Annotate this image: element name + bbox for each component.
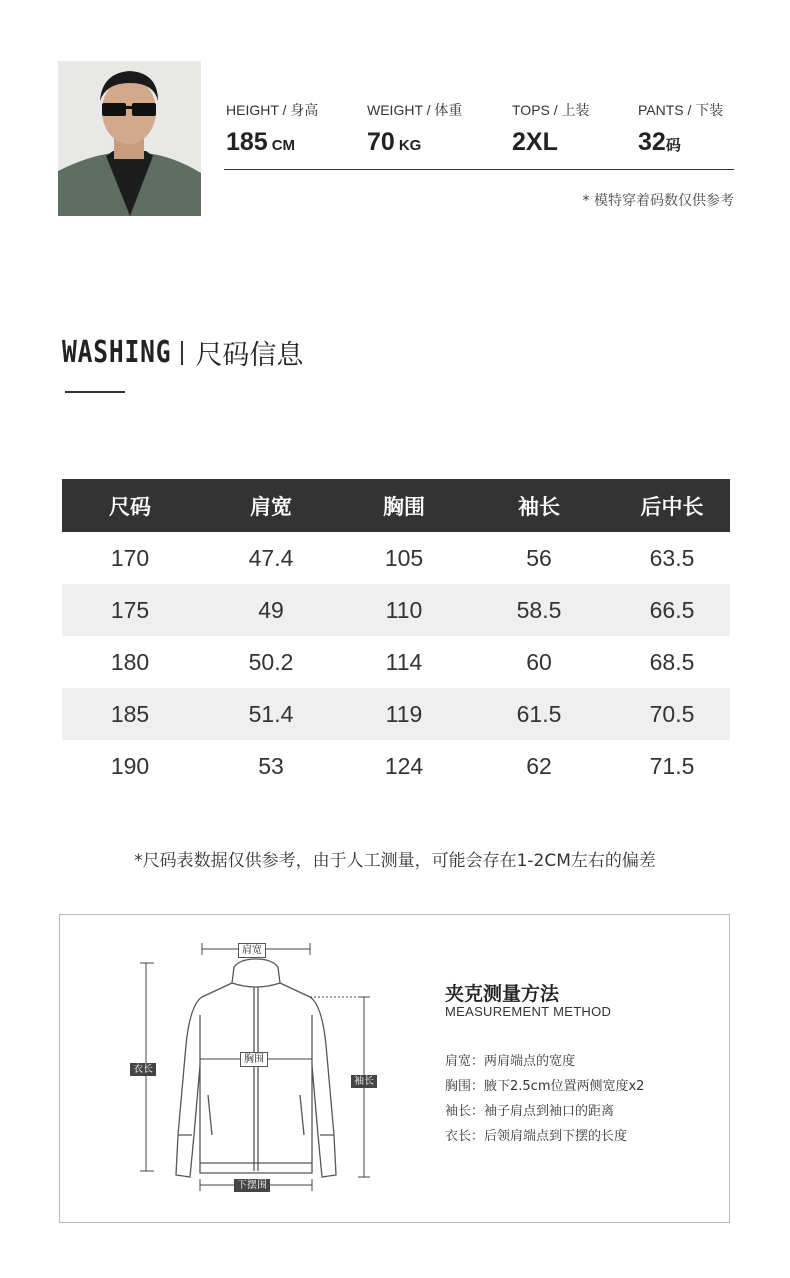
table-cell: 175 xyxy=(110,596,150,623)
table-body xyxy=(62,532,730,792)
table-cell: 60 xyxy=(526,648,552,675)
stat-weight xyxy=(367,100,462,157)
header-cell: 袖长 xyxy=(518,495,560,519)
section-title-cn: 尺码信息 xyxy=(195,340,304,371)
model-portrait-image xyxy=(58,61,201,216)
stat-value: 32 xyxy=(638,128,666,156)
diagram-label-hem: 下摆围 xyxy=(234,1179,270,1192)
table-cell: 61.5 xyxy=(516,700,562,727)
measurement-guide xyxy=(59,914,730,1223)
jacket-diagram xyxy=(130,935,380,1205)
diagram-label-length: 衣长 xyxy=(130,1063,156,1076)
table-row xyxy=(62,532,730,584)
table-header xyxy=(62,479,730,532)
table-cell: 124 xyxy=(384,752,424,779)
table-cell: 190 xyxy=(110,752,150,779)
model-photo xyxy=(58,61,201,216)
measurement-list xyxy=(445,1049,644,1149)
stat-height xyxy=(226,100,318,157)
table-cell: 114 xyxy=(385,648,423,675)
list-item: 胸围：腋下2.5cm位置两侧宽度x2 xyxy=(445,1079,645,1094)
table-cell: 47.4 xyxy=(248,544,294,571)
table-note: *尺码表数据仅供参考，由于人工测量，可能会存在1-2CM左右的偏差 xyxy=(134,851,656,871)
diagram-label-chest: 胸围 xyxy=(240,1052,268,1067)
stat-value: 70 xyxy=(367,128,395,156)
stat-tops xyxy=(512,100,590,157)
list-item: 肩宽：两肩端点的宽度 xyxy=(445,1054,576,1069)
header-cell: 后中长 xyxy=(640,495,704,519)
stat-pants xyxy=(638,100,723,157)
title-underline xyxy=(65,391,125,393)
table-row xyxy=(62,740,730,792)
stat-label: WEIGHT / 体重 xyxy=(367,102,463,118)
stat-label: HEIGHT / 身高 xyxy=(226,102,319,118)
model-note: * 模特穿着码数仅供参考 xyxy=(582,193,734,209)
stat-unit: KG xyxy=(398,137,422,154)
table-cell: 68.5 xyxy=(649,648,695,675)
header-cell: 胸围 xyxy=(383,495,425,519)
table-cell: 58.5 xyxy=(516,596,562,623)
stat-label: PANTS / 下装 xyxy=(638,102,724,118)
stat-unit: CM xyxy=(271,137,296,154)
measurement-title: 夹克测量方法 xyxy=(445,983,560,1005)
diagram-label-sleeve: 袖长 xyxy=(351,1075,377,1088)
table-cell: 50.2 xyxy=(248,648,294,675)
table-cell: 56 xyxy=(526,544,552,571)
table-cell: 110 xyxy=(385,596,423,623)
stat-unit: 码 xyxy=(665,137,681,154)
table-cell: 119 xyxy=(385,700,423,727)
stat-value: 2XL xyxy=(512,128,558,156)
section-title xyxy=(62,333,303,372)
size-table xyxy=(62,479,730,792)
table-cell: 70.5 xyxy=(649,700,695,727)
table-cell: 53 xyxy=(258,752,284,779)
list-item: 衣长：后领肩端点到下摆的长度 xyxy=(445,1129,628,1144)
table-cell: 51.4 xyxy=(248,700,294,727)
stat-label: TOPS / 上装 xyxy=(512,102,590,118)
table-cell: 49 xyxy=(258,596,284,623)
table-row xyxy=(62,688,730,740)
header-cell: 尺码 xyxy=(109,495,151,519)
table-cell: 63.5 xyxy=(649,544,695,571)
table-row xyxy=(62,636,730,688)
table-cell: 71.5 xyxy=(649,752,695,779)
stat-value: 185 xyxy=(226,128,268,156)
section-title-en: WASHING xyxy=(62,335,172,370)
table-cell: 180 xyxy=(110,648,150,675)
table-cell: 105 xyxy=(384,544,424,571)
measurement-subtitle: MEASUREMENT METHOD xyxy=(445,1004,612,1019)
header-cell: 肩宽 xyxy=(250,495,292,519)
list-item: 袖长：袖子肩点到袖口的距离 xyxy=(445,1104,615,1119)
table-cell: 170 xyxy=(110,544,150,571)
table-cell: 66.5 xyxy=(649,596,695,623)
table-row xyxy=(62,584,730,636)
table-cell: 185 xyxy=(110,700,150,727)
diagram-label-shoulder: 肩宽 xyxy=(238,943,266,958)
model-stats xyxy=(224,100,734,170)
table-cell: 62 xyxy=(526,752,552,779)
title-divider xyxy=(181,341,183,365)
